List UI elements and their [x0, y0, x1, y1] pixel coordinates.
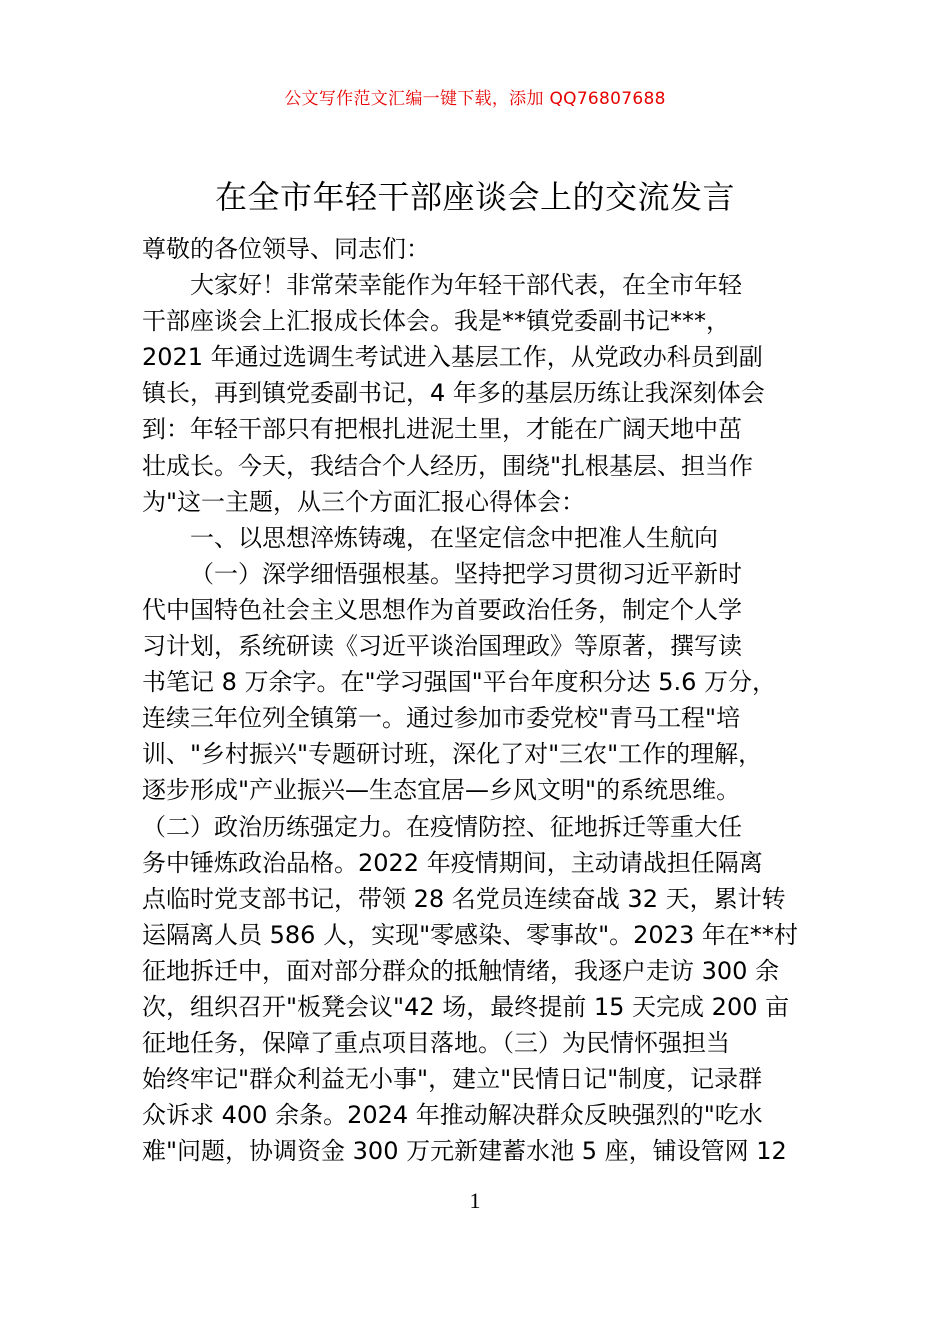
body-line: 2021 年通过选调生考试进入基层工作，从党政办科员到副: [142, 343, 763, 372]
document-body: [142, 231, 808, 1169]
body-line: 训、"乡村振兴"专题研讨班，深化了对"三农"工作的理解，: [142, 740, 763, 769]
body-line: 到：年轻干部只有把根扎进泥土里，才能在广阔天地中茁: [142, 415, 742, 444]
salutation-line: 尊敬的各位领导、同志们：: [142, 235, 430, 263]
document-title: 在全市年轻干部座谈会上的交流发言: [214, 178, 735, 216]
body-line: 点临时党支部书记，带领 28 名党员连续奋战 32 天，累计转: [142, 884, 786, 913]
body-line: 始终牢记"群众利益无小事"，建立"民情日记"制度，记录群: [142, 1065, 763, 1094]
download-promo-note: 公文写作范文汇编一键下载，添加 QQ76807688: [284, 89, 666, 109]
body-line: 习计划，系统研读《习近平谈治国理政》等原著，撰写读: [142, 632, 742, 661]
body-line: 运隔离人员 586 人，实现"零感染、零事故"。2023 年在**村: [142, 920, 798, 949]
body-line: 务中锤炼政治品格。2022 年疫情期间，主动请战担任隔离: [142, 848, 763, 877]
body-line: 为"这一主题，从三个方面汇报心得体会：: [142, 487, 586, 516]
section-heading-line: 一、以思想淬炼铸魂，在坚定信念中把准人生航向: [190, 523, 718, 552]
body-line: 难"问题，协调资金 300 万元新建蓄水池 5 座，铺设管网 12: [142, 1137, 787, 1166]
body-line: 代中国特色社会主义思想作为首要政治任务，制定个人学: [142, 595, 742, 624]
body-line: 次，组织召开"板凳会议"42 场，最终提前 15 天完成 200 亩: [142, 992, 790, 1021]
body-line: 大家好！非常荣幸能作为年轻干部代表，在全市年轻: [190, 271, 742, 300]
body-line: 众诉求 400 余条。2024 年推动解决群众反映强烈的"吃水: [142, 1101, 763, 1130]
page-number: 1: [469, 1188, 481, 1213]
body-line: 镇长，再到镇党委副书记，4 年多的基层历练让我深刻体会: [142, 379, 765, 408]
body-line: 干部座谈会上汇报成长体会。我是**镇党委副书记***，: [142, 307, 730, 336]
body-line: 壮成长。今天，我结合个人经历，围绕"扎根基层、担当作: [142, 451, 754, 480]
subsection-line: （二）政治历练强定力。在疫情防控、征地拆迁等重大任: [142, 812, 742, 841]
body-line: 征地任务，保障了重点项目落地。（三）为民情怀强担当: [142, 1029, 730, 1058]
body-line: 征地拆迁中，面对部分群众的抵触情绪，我逐户走访 300 余: [142, 956, 780, 985]
body-line: 连续三年位列全镇第一。通过参加市委党校"青马工程"培: [142, 704, 741, 733]
body-line: 逐步形成"产业振兴—生态宜居—乡风文明"的系统思维。: [142, 776, 741, 805]
body-line: 书笔记 8 万余字。在"学习强国"平台年度积分达 5.6 万分，: [142, 668, 777, 697]
subsection-line: （一）深学细悟强根基。坚持把学习贯彻习近平新时: [190, 559, 742, 588]
